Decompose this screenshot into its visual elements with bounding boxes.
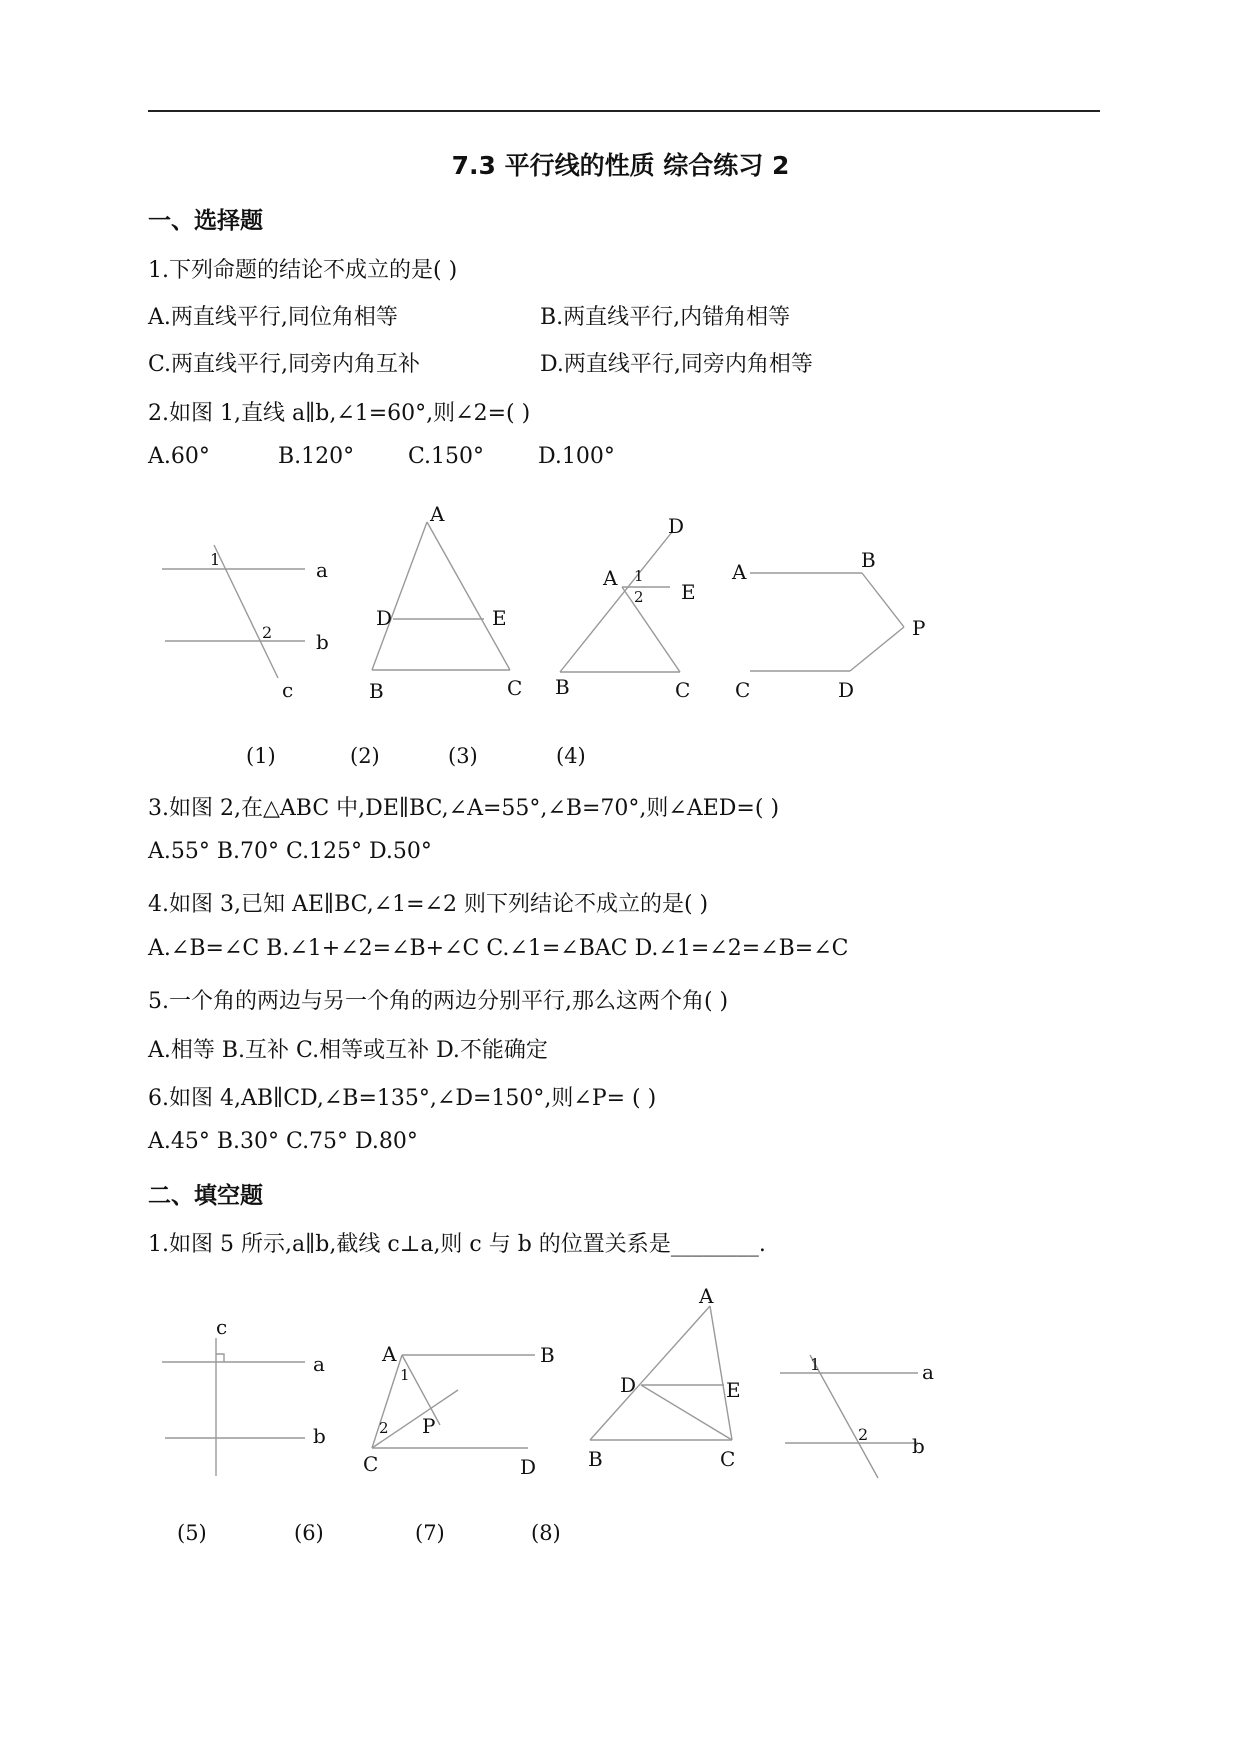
fig7-point-e: E (726, 1378, 741, 1402)
fig8-line-a: a (922, 1360, 934, 1384)
fig6-point-p: P (422, 1414, 436, 1438)
fig4-point-p: P (912, 616, 926, 640)
fig1-line-a: a (316, 558, 328, 582)
question-3-stem: 3.如图 2,在△ABC 中,DE∥BC,∠A=55°,∠B=70°,则∠AED=( ) (148, 796, 780, 821)
figure-caption-1: (1) (246, 744, 276, 768)
fig6-point-b: B (540, 1343, 555, 1367)
fig4-point-a: A (732, 560, 747, 584)
fig2-vertex-d: D (376, 606, 393, 630)
figure-1 (162, 545, 305, 678)
section-heading-choice: 一、选择题 (148, 208, 263, 234)
fig3-vertex-b: B (555, 675, 570, 699)
fig6-point-c: C (363, 1452, 379, 1476)
fig5-line-c: c (216, 1315, 228, 1339)
fig1-line-b: b (316, 630, 329, 654)
header-rule (148, 110, 1100, 112)
question-3-options: A.55° B.70° C.125° D.50° (148, 839, 432, 864)
fig3-point-d: D (668, 514, 685, 538)
question-2-option-a: A.60° (148, 444, 210, 469)
figure-caption-4: (4) (556, 744, 586, 768)
question-2-option-d: D.100° (538, 444, 615, 469)
fig6-point-d: D (520, 1455, 537, 1479)
fig8-angle-1: 1 (810, 1355, 821, 1374)
fig1-angle-1: 1 (210, 550, 221, 569)
fig7-point-d: D (620, 1373, 637, 1397)
question-4-stem: 4.如图 3,已知 AE∥BC,∠1=∠2 则下列结论不成立的是( ) (148, 892, 709, 917)
fig7-vertex-b: B (588, 1447, 603, 1471)
fig3-point-e: E (681, 580, 696, 604)
figure-2 (372, 522, 510, 670)
fig1-angle-2: 2 (262, 623, 273, 642)
fig6-angle-1: 1 (400, 1366, 410, 1384)
fig2-vertex-a: A (430, 502, 445, 526)
question-6-stem: 6.如图 4,AB∥CD,∠B=135°,∠D=150°,则∠P= ( ) (148, 1086, 657, 1111)
fig5-line-b: b (313, 1424, 326, 1448)
question-1-option-d: D.两直线平行,同旁内角相等 (540, 352, 813, 377)
question-5-stem: 5.一个角的两边与另一个角的两边分别平行,那么这两个角( ) (148, 989, 729, 1014)
fig7-vertex-a: A (699, 1284, 714, 1308)
fig6-point-a: A (382, 1342, 397, 1366)
figure-5 (162, 1338, 305, 1476)
fig1-line-c: c (282, 678, 294, 702)
figure-caption-2: (2) (350, 744, 380, 768)
fig4-point-d: D (838, 678, 855, 702)
figure-7 (590, 1306, 732, 1440)
fig4-point-b: B (861, 548, 876, 572)
figure-caption-8: (8) (531, 1521, 561, 1545)
question-1-stem: 1.下列命题的结论不成立的是( ) (148, 258, 458, 283)
fig3-vertex-c: C (675, 678, 691, 702)
section-heading-fill: 二、填空题 (148, 1183, 263, 1209)
question-4-options: A.∠B=∠C B.∠1+∠2=∠B+∠C C.∠1=∠BAC D.∠1=∠2=∠B=∠C (148, 936, 849, 961)
question-1-option-b: B.两直线平行,内错角相等 (540, 305, 791, 330)
figure-caption-3: (3) (448, 744, 478, 768)
figure-caption-7: (7) (415, 1521, 445, 1545)
question-1-option-c: C.两直线平行,同旁内角互补 (148, 352, 421, 377)
question-2-option-b: B.120° (278, 444, 355, 469)
fig8-angle-2: 2 (858, 1425, 869, 1444)
fig3-angle-2: 2 (634, 588, 644, 606)
figure-6 (372, 1355, 535, 1448)
figure-caption-6: (6) (294, 1521, 324, 1545)
page-title: 7.3 平行线的性质 综合练习 2 (451, 151, 790, 180)
question-5-options: A.相等 B.互补 C.相等或互补 D.不能确定 (148, 1038, 548, 1063)
fig7-vertex-c: C (720, 1447, 736, 1471)
question-2-option-c: C.150° (408, 444, 485, 469)
figure-caption-5: (5) (177, 1521, 207, 1545)
fill-question-1-stem: 1.如图 5 所示,a∥b,截线 c⊥a,则 c 与 b 的位置关系是________. (148, 1232, 766, 1257)
fig4-point-c: C (735, 678, 751, 702)
fig5-line-a: a (313, 1352, 325, 1376)
fig2-vertex-e: E (492, 606, 507, 630)
figure-8 (780, 1355, 918, 1478)
question-2-stem: 2.如图 1,直线 a∥b,∠1=60°,则∠2=( ) (148, 401, 531, 426)
fig2-vertex-b: B (369, 679, 384, 703)
question-6-options: A.45° B.30° C.75° D.80° (148, 1129, 418, 1154)
question-1-option-a: A.两直线平行,同位角相等 (148, 305, 398, 330)
fig2-vertex-c: C (507, 676, 523, 700)
fig8-line-b: b (912, 1434, 925, 1458)
fig6-angle-2: 2 (379, 1419, 389, 1437)
fig3-angle-1: 1 (634, 567, 644, 585)
figure-3 (560, 532, 680, 672)
figure-4 (750, 573, 904, 671)
fig3-vertex-a: A (603, 566, 618, 590)
